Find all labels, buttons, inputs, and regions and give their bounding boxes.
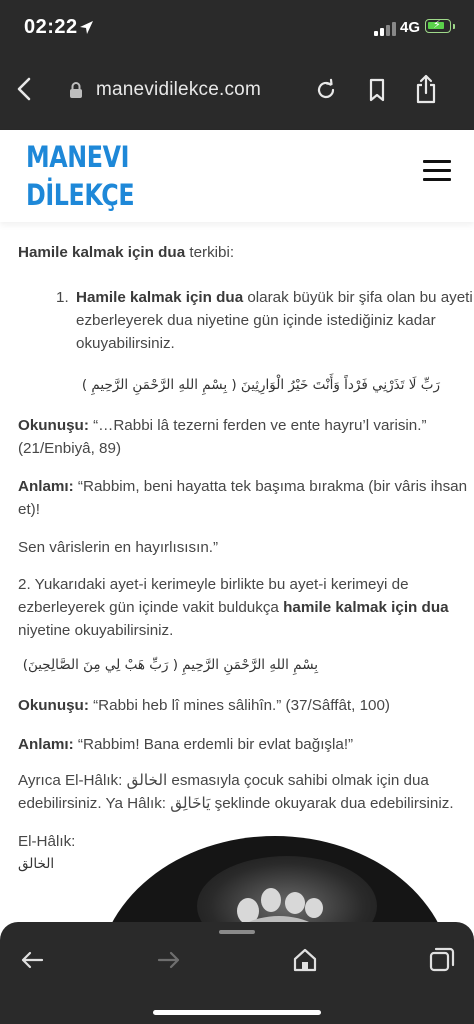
item1-line-2: ezberleyerek dua niyetine gün içinde istediğiniz kadar — [76, 312, 436, 329]
item2-line-3: niyetine okuyabilirsiniz. — [18, 622, 174, 639]
arabic-verse-1: رَبِّ لَا تَذَرْنِي فَرْداً وَأَنْتَ خَيْرُ الْوَارِثِينَ ( بِسْمِ اللهِ الرَّحْمَنِ الرَّحِيمِ ) — [81, 377, 440, 393]
el-halik-arabic: الخالق — [18, 856, 55, 872]
section-heading — [18, 241, 234, 265]
item2-line-2 — [18, 596, 449, 620]
anlami-1-line-1 — [18, 475, 467, 499]
site-header — [0, 130, 474, 222]
home-indicator — [153, 1010, 321, 1015]
battery-charging-icon: ⚡ — [425, 19, 451, 33]
back-arrow-icon[interactable] — [20, 950, 44, 970]
okunusu-1-line-1 — [18, 414, 427, 438]
logo-line-1: MANEVI — [26, 140, 130, 174]
ayrica-line-2: edebilirsiniz. Ya Hâlık: يَاخَالِق şeklinde okuyarak dua edebilirsiniz. — [18, 795, 454, 812]
anlami-label: Anlamı: — [18, 478, 74, 495]
sen-varis-line: Sen vârislerin en hayırlısısın.” — [18, 539, 219, 556]
okunusu-2 — [18, 694, 390, 718]
anlami-label-2: Anlamı: — [18, 736, 74, 753]
forward-arrow-icon[interactable] — [157, 950, 181, 970]
url-text: manevidilekce.com — [96, 79, 261, 100]
el-halik-label: El-Hâlık: — [18, 833, 76, 850]
item2-line-1: 2. Yukarıdaki ayet-i kerimeyle birlikte bu ayet-i kerimeyi de — [18, 576, 409, 593]
okunusu-1-text: “…Rabbi lâ tezerni ferden ve ente hayru’l varisin.” — [88, 417, 427, 434]
home-icon[interactable] — [292, 948, 318, 972]
network-type: 4G — [400, 19, 421, 36]
heading-rest: terkibi: — [185, 244, 235, 261]
status-time: 02:22 — [24, 16, 78, 38]
item1-line-3: okuyabilirsiniz. — [76, 335, 175, 352]
okunusu-label: Okunuşu: — [18, 417, 89, 434]
tabs-icon[interactable] — [429, 946, 455, 972]
okunusu-1-line-2: (21/Enbiyâ, 89) — [18, 440, 121, 457]
item1-line-1 — [76, 286, 473, 310]
anlami-2-text: “Rabbim! Bana erdemli bir evlat bağışla!” — [73, 736, 354, 753]
toolbar-grabber[interactable] — [219, 930, 255, 934]
heading-bold: Hamile kalmak için dua — [18, 244, 186, 261]
anlami-2 — [18, 733, 353, 757]
hamburger-menu-icon[interactable] — [423, 160, 451, 182]
anlami-1-text: “Rabbim, beni hayatta tek başıma bırakma (bir vâris ihsan — [73, 478, 468, 495]
item1-bold: Hamile kalmak için dua — [76, 289, 244, 306]
arabic-verse-2: بِسْمِ اللهِ الرَّحْمَنِ الرَّحِيمِ ( رَبِّ هَبْ لِي مِنَ الصَّالِحِينَ) — [22, 657, 318, 673]
browser-toolbar — [0, 922, 474, 1024]
item2-line-2-pre: ezberleyerek gün içinde vakit buldukça — [18, 599, 284, 616]
okunusu-2-text: “Rabbi heb lî mines sâlihîn.” (37/Sâffât, 100) — [88, 697, 390, 714]
ayrica-line-1: Ayrıca El-Hâlık: الخالق esmasıyla çocuk sahibi olmak için dua — [18, 772, 429, 789]
site-logo[interactable] — [26, 138, 134, 214]
logo-line-2: DİLEKÇE — [26, 178, 135, 212]
item1-line-1-rest: olarak büyük bir şifa olan bu ayeti — [243, 289, 473, 306]
anlami-1-line-2: et)! — [18, 501, 40, 518]
okunusu-label-2: Okunuşu: — [18, 697, 89, 714]
list-number-1: 1. — [56, 289, 69, 306]
item2-bold: hamile kalmak için dua — [283, 599, 449, 616]
